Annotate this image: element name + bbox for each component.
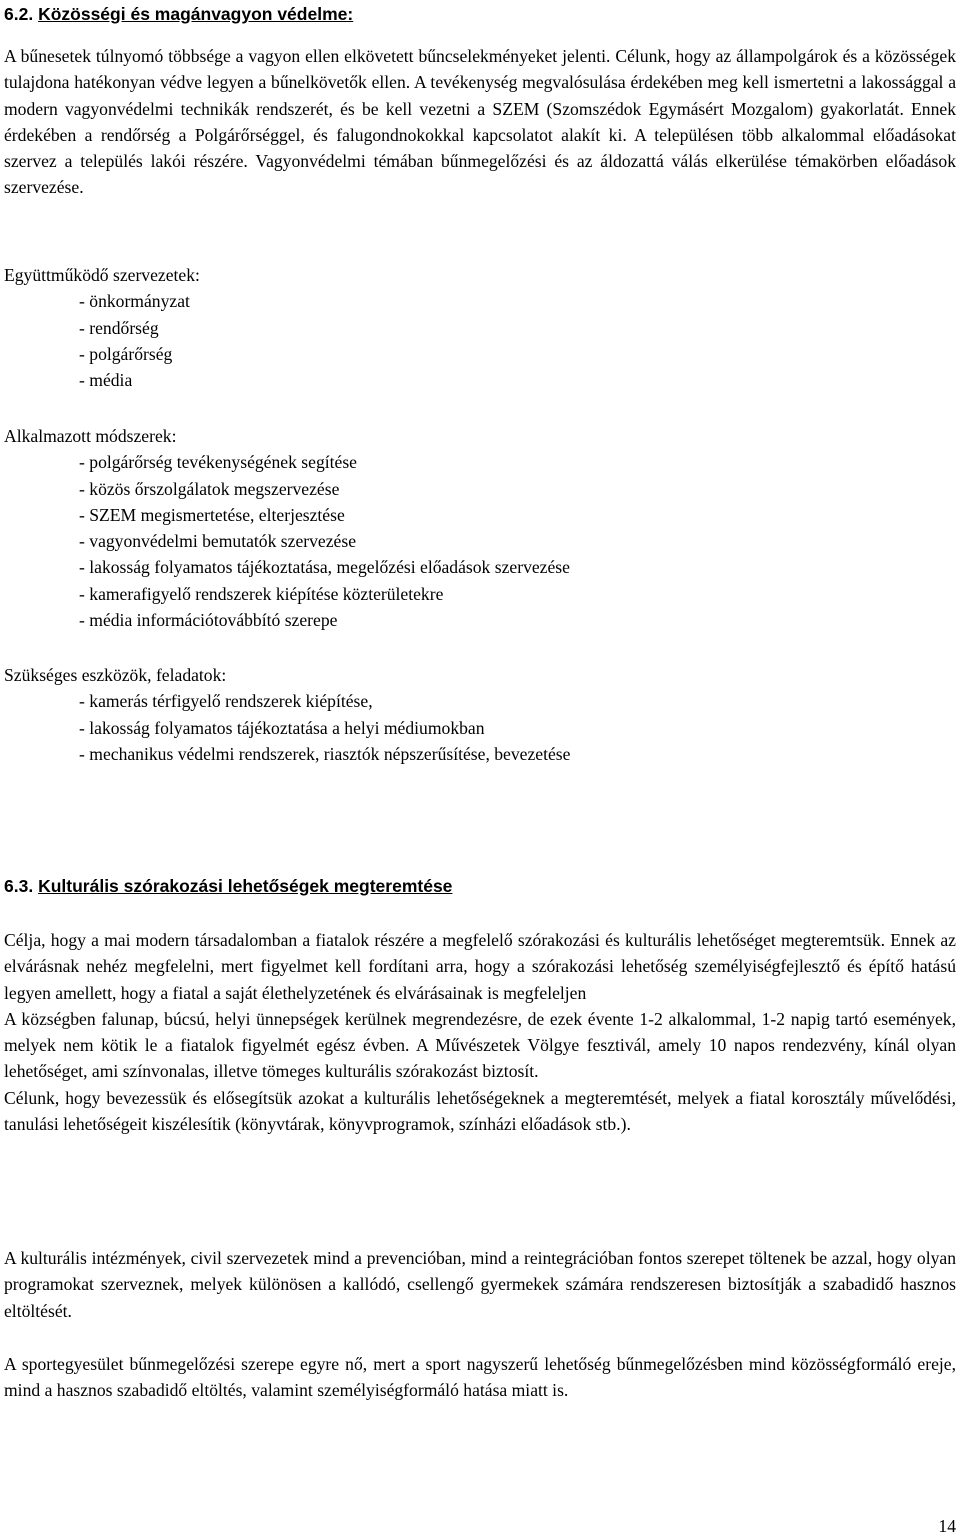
- list-item: - önkormányzat: [79, 288, 956, 314]
- section-heading-6-2: [4, 1, 353, 27]
- list-item: - mechanikus védelmi rendszerek, riasztók népszerűsítése, bevezetése: [79, 741, 956, 767]
- section-6-3-paragraph-3: [4, 1351, 956, 1404]
- list-item: - SZEM megismertetése, elterjesztése: [79, 502, 956, 528]
- list-item: - média információtovábbító szerepe: [79, 607, 956, 633]
- paragraph-text: A bűnesetek túlnyomó többsége a vagyon ellen elkövetett bűncselekményeket jelenti. Célunk, hogy az állampolgárok és a közösségek tulajdona hatékonyan védve legyen a bűnelkövetők ellen. A tevékenység megvalósulása érdekében meg kell ismertetni a lakossággal a modern vagyonvédelmi technikák rendszerét, és be kell vezetni a SZEM (Szomszédok Egymásért Mozgalom) gyakorlatát. Ennek érdekében a rendőrség a Polgárőrséggel, és falugondnokokkal kapcsolatot alakít ki. A településen több alkalommal előadásokat szervez a település lakói részére. Vagyonvédelmi témában bűnmegelőzési és az áldozattá válás elkerülése témakörben előadások szervezése.: [4, 46, 956, 198]
- paragraph-text: Célja, hogy a mai modern társadalomban a fiatalok részére a megfelelő szórakozási és kulturális lehetőséget megteremtsük. Ennek az elvárásnak nehéz megfelelni, mert figyelmet kell fordítani arra, hogy a szórakozási lehetőség személyiségfejlesztő és építő hatású legyen amellett, hogy a fiatal a saját élethelyzetének és elvárásainak is megfeleljen: [4, 930, 956, 1003]
- partners-title: Együttműködő szervezetek:: [4, 265, 200, 285]
- list-item: - polgárőrség tevékenységének segítése: [79, 449, 956, 475]
- section-6-2-paragraph: [4, 43, 956, 201]
- paragraph-text: A községben falunap, búcsú, helyi ünnepségek kerülnek megrendezésre, de ezek évente 1-2 alkalommal, 1-2 napig tartó események, melyek nem kötik le a fiatalok figyelmét egész évben. A Művészetek Völgye fesztivál, amely 10 napos rendezvény, kínál olyan lehetőséget, ami színvonalas, illetve tömeges kulturális szórakozást biztosít.: [4, 1008, 956, 1082]
- paragraph-text: Célunk, hogy bevezessük és elősegítsük azokat a kulturális lehetőségeknek a megteremtését, melyek a fiatal korosztály művelődési, tanulási lehetőségeit kiszélesítik (könyvtárak, könyvprogramok, színházi előadások stb.).: [4, 1087, 956, 1135]
- section-heading-6-3: [4, 873, 452, 899]
- section-number: 6.2.: [4, 4, 34, 24]
- list-item: - vagyonvédelmi bemutatók szervezése: [79, 528, 956, 554]
- section-6-3-paragraph-1: [4, 927, 956, 1137]
- section-number: 6.3.: [4, 876, 34, 896]
- page-number: 14: [938, 1516, 956, 1536]
- list-item: - lakosság folyamatos tájékoztatása, megelőzési előadások szervezése: [79, 554, 956, 580]
- paragraph-text: A kulturális intézmények, civil szervezetek mind a prevencióban, mind a reintegrációban fontos szerepet töltenek be azzal, hogy olyan programokat szerveznek, melyek különösen a kallódó, csellengő gyermekek számára rendszeresen biztosítják a szabadidő hasznos eltöltését.: [4, 1248, 956, 1321]
- methods-list: [4, 449, 956, 633]
- partners-list-block: [4, 262, 956, 393]
- list-item: - kamerafigyelő rendszerek kiépítése közterületekre: [79, 581, 956, 607]
- paragraph-text: A sportegyesület bűnmegelőzési szerepe egyre nő, mert a sport nagyszerű lehetőség bűnmegelőzésben mind közösségformáló ereje, mind a hasznos szabadidő eltöltés, valamint személyiségformáló hatása miatt is.: [4, 1354, 956, 1401]
- list-item: - média: [79, 367, 956, 393]
- list-item: - lakosság folyamatos tájékoztatása a helyi médiumokban: [79, 715, 956, 741]
- list-item: - rendőrség: [79, 315, 956, 341]
- tools-list: [4, 688, 956, 767]
- list-item: - polgárőrség: [79, 341, 956, 367]
- list-item: - kamerás térfigyelő rendszerek kiépítése,: [79, 688, 956, 714]
- section-6-3-paragraph-2: [4, 1245, 956, 1324]
- methods-list-block: [4, 423, 956, 633]
- tools-list-block: [4, 662, 956, 767]
- section-title: Közösségi és magánvagyon védelme:: [38, 4, 354, 24]
- partners-list: [4, 288, 956, 393]
- section-title: Kulturális szórakozási lehetőségek megteremtése: [38, 876, 453, 896]
- tools-title: Szükséges eszközök, feladatok:: [4, 665, 227, 685]
- list-item: - közös őrszolgálatok megszervezése: [79, 476, 956, 502]
- methods-title: Alkalmazott módszerek:: [4, 426, 177, 446]
